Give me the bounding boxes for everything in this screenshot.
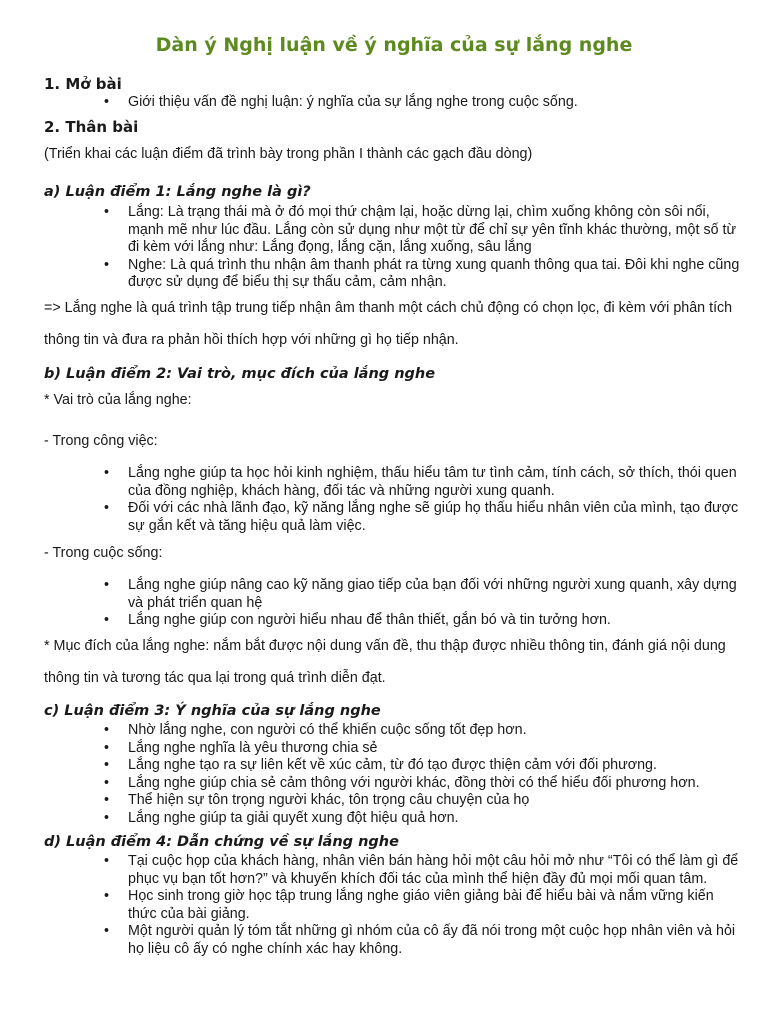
luan-diem-3-list [44, 722, 744, 827]
list-item: • Nghe: Là quá trình thu nhận âm thanh phát ra từng xung quanh thông qua tai. Đôi khi nghe cũng được sử dụng để biểu thị sự thấu cảm, cảm nhận. [44, 257, 744, 292]
subheading-luan-diem-4: d) Luận điểm 4: Dẫn chứng về sự lắng nghe [44, 834, 399, 850]
document-title: Dàn ý Nghị luận về ý nghĩa của sự lắng nghe [155, 34, 633, 56]
cuoc-song-list [44, 577, 744, 630]
section-heading-mo-bai: 1. Mở bài [44, 75, 122, 93]
than-bai-intro: (Triển khai các luận điểm đã trình bày trong phần I thành các gạch đầu dòng) [44, 146, 533, 162]
list-item: • Học sinh trong giờ học tập trung lắng nghe giáo viên giảng bài để hiểu bài và nắm vững kiến thức của bài giảng. [44, 888, 744, 923]
subheading-luan-diem-3: c) Luận điểm 3: Ý nghĩa của sự lắng nghe [44, 703, 381, 719]
luan-diem-1-conclusion: => Lắng nghe là quá trình tập trung tiếp nhận âm thanh một cách chủ động có chọn lọc, đi kèm với phân tích thông tin và đưa ra phản hồi thích hợp với những gì họ tiếp nhận. [44, 300, 733, 348]
luan-diem-1-list [44, 204, 744, 292]
subheading-luan-diem-1: a) Luận điểm 1: Lắng nghe là gì? [44, 184, 311, 200]
list-item: • Nhờ lắng nghe, con người có thể khiến cuộc sống tốt đẹp hơn. [44, 722, 744, 740]
list-item: • Lắng nghe giúp ta học hỏi kinh nghiệm, thấu hiểu tâm tư tình cảm, tính cách, sở thích, thói quen của đồng nghiệp, khách hàng, đối tác và những người xung quanh. [44, 465, 744, 500]
cong-viec-label: - Trong công việc: [44, 433, 158, 449]
luan-diem-4-list [44, 853, 744, 958]
list-item: • Lắng nghe nghĩa là yêu thương chia sẻ [44, 740, 744, 758]
list-item: • Lắng nghe tạo ra sự liên kết về xúc cảm, từ đó tạo được thiện cảm với đối phương. [44, 757, 744, 775]
list-item: • Giới thiệu vấn đề nghị luận: ý nghĩa của sự lắng nghe trong cuộc sống. [44, 94, 744, 112]
mo-bai-list [44, 94, 744, 112]
subheading-luan-diem-2: b) Luận điểm 2: Vai trò, mục đích của lắng nghe [44, 366, 436, 382]
list-item: • Một người quản lý tóm tắt những gì nhóm của cô ấy đã nói trong một cuộc họp nhân viên và hỏi họ liệu cô ấy có nghe chính xác hay không. [44, 923, 744, 958]
section-heading-than-bai: 2. Thân bài [44, 118, 139, 136]
vai-tro-label: * Vai trò của lắng nghe: [44, 392, 192, 408]
list-item: • Lắng nghe giúp nâng cao kỹ năng giao tiếp của bạn đối với những người xung quanh, xây dựng và phát triển quan hệ [44, 577, 744, 612]
list-item: • Lắng nghe giúp con người hiểu nhau để thân thiết, gắn bó và tin tưởng hơn. [44, 612, 744, 630]
list-item: • Thể hiện sự tôn trọng người khác, tôn trọng câu chuyện của họ [44, 792, 744, 810]
list-item: • Tại cuộc họp của khách hàng, nhân viên bán hàng hỏi một câu hỏi mở như “Tôi có thể làm gì để phục vụ bạn tốt hơn?” và khuyến khích đối tác của mình thể hiện đầy đủ mọi mối quan tâm. [44, 853, 744, 888]
list-item: • Lắng nghe giúp chia sẻ cảm thông với người khác, đồng thời có thể hiểu đối phương hơn. [44, 775, 744, 793]
list-item: • Lắng nghe giúp ta giải quyết xung đột hiệu quả hơn. [44, 810, 744, 828]
list-item: • Lắng: Là trạng thái mà ở đó mọi thứ chậm lại, hoặc dừng lại, chìm xuống không còn sôi nổi, mạnh mẽ như lúc đầu. Lắng còn sử dụng như một từ để chỉ sự yên tĩnh khác thường, một số từ đi kèm với lắng như: Lắng đọng, lắng cặn, lắng xuống, sâu lắng [44, 204, 744, 257]
list-item: • Đối với các nhà lãnh đạo, kỹ năng lắng nghe sẽ giúp họ thấu hiểu nhân viên của mình, tạo được sự gắn kết và tăng hiệu quả làm việc. [44, 500, 744, 535]
muc-dich-paragraph: * Mục đích của lắng nghe: nắm bắt được nội dung vấn đề, thu thập được nhiều thông tin, đánh giá nội dung thông tin và tương tác qua lại trong quá trình diễn đạt. [44, 638, 726, 686]
cuoc-song-label: - Trong cuộc sống: [44, 545, 163, 561]
cong-viec-list [44, 465, 744, 535]
